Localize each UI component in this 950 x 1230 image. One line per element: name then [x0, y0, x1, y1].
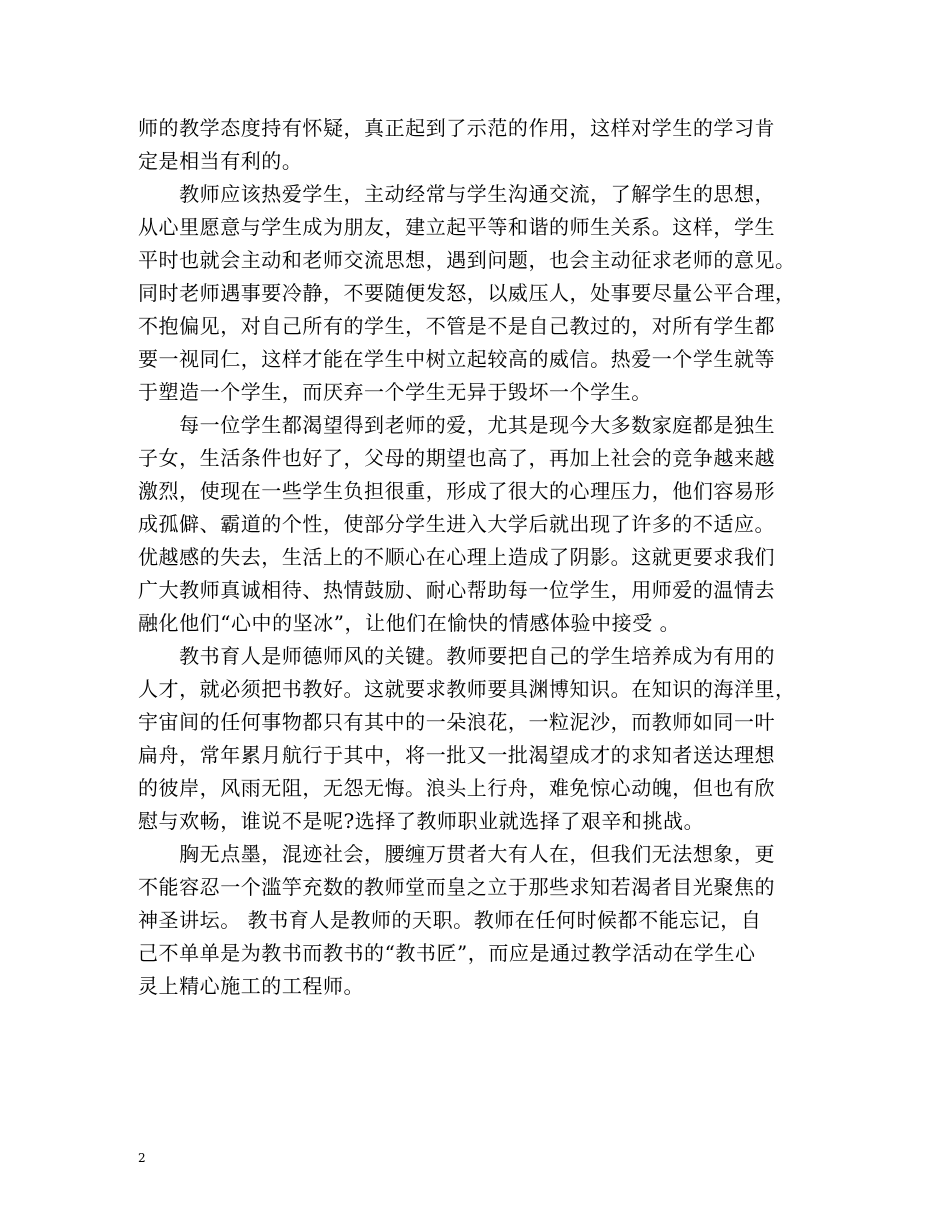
text-line: 灵上精心施工的工程师。 [138, 974, 365, 998]
text-line: 宇宙间的任何事物都只有其中的一朵浪花，一粒泥沙，而教师如同一叶 [138, 710, 776, 734]
text-line: 于塑造一个学生，而厌弃一个学生无异于毁坏一个学生。 [138, 380, 652, 404]
text-line: 的彼岸，风雨无阻，无怨无悔。浪头上行舟，难免惊心动魄，但也有欣 [138, 776, 776, 800]
text-line: 优越感的失去，生活上的不顺心在心理上造成了阴影。这就更要求我们 [138, 545, 776, 569]
text-line: 子女，生活条件也好了，父母的期望也高了，再加上社会的竞争越来越 [138, 446, 776, 470]
text-line: 人才，就必须把书教好。这就要求教师要具渊博知识。在知识的海洋里， [138, 677, 796, 701]
text-line: 从心里愿意与学生成为朋友，建立起平等和谐的师生关系。这样，学生 [138, 215, 776, 239]
text-line: 融化他们“心中的坚冰”，让他们在愉快的情感体验中接受 。 [138, 611, 681, 635]
text-line: 广大教师真诚相待、热情鼓励、耐心帮助每一位学生，用师爱的温情去 [138, 578, 776, 602]
text-line: 定是相当有利的。 [138, 149, 303, 173]
text-line: 己不单单是为教书而教书的“教书匠”，而应是通过教学活动在学生心 [138, 941, 756, 965]
text-line: 慰与欢畅，谁说不是呢?选择了教师职业就选择了艰辛和挑战。 [138, 809, 705, 833]
text-line: 神圣讲坛。 教书育人是教师的天职。教师在任何时候都不能忘记，自 [138, 908, 762, 932]
text-line: 同时老师遇事要冷静，不要随便发怒，以威压人，处事要尽量公平合理， [138, 281, 796, 305]
text-line: 每一位学生都渴望得到老师的爱，尤其是现今大多数家庭都是独生 [138, 413, 776, 437]
text-line: 要一视同仁，这样才能在学生中树立起较高的威信。热爱一个学生就等 [138, 347, 776, 371]
text-line: 平时也就会主动和老师交流思想，遇到问题，也会主动征求老师的意见。 [138, 248, 796, 272]
text-line: 激烈，使现在一些学生负担很重，形成了很大的心理压力，他们容易形 [138, 479, 776, 503]
text-line: 师的教学态度持有怀疑，真正起到了示范的作用，这样对学生的学习肯 [138, 116, 776, 140]
page-number: 2 [138, 1151, 146, 1165]
text-line: 不抱偏见，对自己所有的学生，不管是不是自己教过的，对所有学生都 [138, 314, 776, 338]
text-line: 教书育人是师德师风的关键。教师要把自己的学生培养成为有用的 [138, 644, 776, 668]
text-line: 不能容忍一个滥竽充数的教师堂而皇之立于那些求知若渴者目光聚焦的 [138, 875, 776, 899]
text-line: 扁舟，常年累月航行于其中，将一批又一批渴望成才的求知者送达理想 [138, 743, 776, 767]
text-line: 胸无点墨，混迹社会，腰缠万贯者大有人在，但我们无法想象，更 [138, 842, 776, 866]
text-line: 成孤僻、霸道的个性，使部分学生进入大学后就出现了许多的不适应。 [138, 512, 776, 536]
body-text [138, 112, 838, 1003]
text-line: 教师应该热爱学生，主动经常与学生沟通交流，了解学生的思想， [138, 182, 776, 206]
